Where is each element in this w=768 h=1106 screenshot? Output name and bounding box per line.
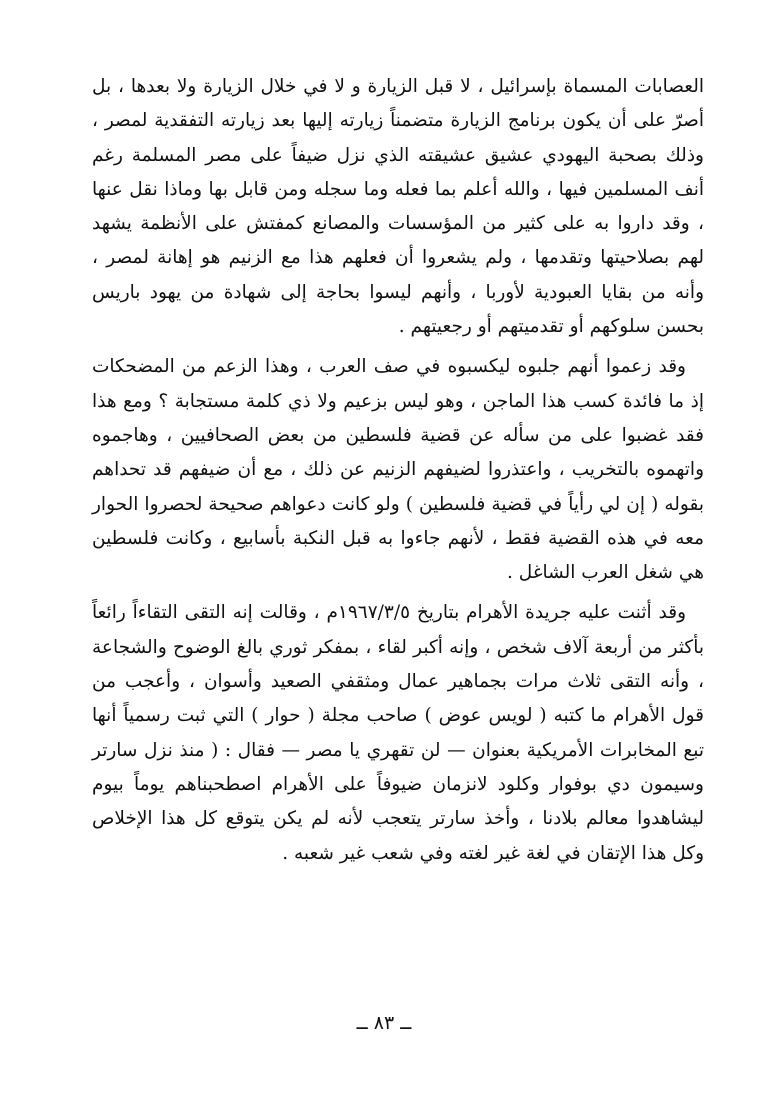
page-body xyxy=(92,70,704,871)
paragraph-3: وقد أثنت عليه جريدة الأهرام بتاريخ ١٩٦٧/٣/٥م ، وقالت إنه التقى التقاءاً رائعاً بأكثر من أربعة آلاف شخص ، وإنه أكبر لقاء ، بمفكر ثوري بالغ الوضوح والشجاعة ، وأنه التقى ثلاث مرات بجماهير عمال ومثقفي الصعيد وأسوان ، وأعجب من قول الأهرام ما كتبه ( لويس عوض ) صاحب مجلة ( حوار ) التي ثبت رسمياً أنها تبع المخابرات الأمريكية بعنوان — لن تقهري يا مصر — فقال : ( منذ نزل سارتر وسيمون دي بوفوار وكلود لانزمان ضيوفاً على الأهرام اصطحبناهم يوماً بيوم ليشاهدوا معالم بلادنا ، وأخذ سارتر يتعجب لأنه لم يكن يتوقع كل هذا الإخلاص وكل هذا الإتقان في لغة غير لغته وفي شعب غير شعبه . xyxy=(92,602,704,864)
paragraph-1: العصابات المسماة بإسرائيل ، لا قبل الزيارة و لا في خلال الزيارة ولا بعدها ، بل أصرّ على أن يكون برنامج الزيارة متضمناً زيارته إليها بعد زيارته التفقدية لمصر ، وذلك بصحبة اليهودي عشيق عشيقته الذي نزل ضيفاً على مصر المسلمة رغم أنف المسلمين فيها ، والله أعلم بما فعله وما سجله ومن قابل بها وماذا نقل عنها ، وقد داروا به على كثير من المؤسسات والمصانع كمفتش على الأنظمة يشهد لهم بصلاحيتها وتقدمها ، ولم يشعروا أن فعلهم هذا مع الزنيم هو إهانة لمصر ، وأنه من بقايا العبودية لأوربا ، وأنهم ليسوا بحاجة إلى شهادة من يهود باريس بحسن سلوكهم أو تقدميتهم أو رجعيتهم . xyxy=(92,76,704,338)
paragraph-2: وقد زعموا أنهم جلبوه ليكسبوه في صف العرب ، وهذا الزعم من المضحكات إذ ما فائدة كسب هذا الماجن ، وهو ليس بزعيم ولا ذي كلمة مستجابة ؟ ومع هذا فقد غضبوا على من سأله عن قضية فلسطين من بعض الصحافيين ، وهاجموه واتهموه بالتخريب ، واعتذروا لضيفهم الزنيم عن ذلك ، مع أن ضيفهم قد تحداهم بقوله ( إن لي رأياً في قضية فلسطين ) ولو كانت دعواهم صحيحة لحصروا الحوار معه في هذه القضية فقط ، لأنهم جاءوا به قبل النكبة بأسابيع ، وكانت فلسطين هي شغل العرب الشاغل . xyxy=(92,356,704,584)
page-number: ــ ٨٣ ــ xyxy=(356,1012,412,1034)
